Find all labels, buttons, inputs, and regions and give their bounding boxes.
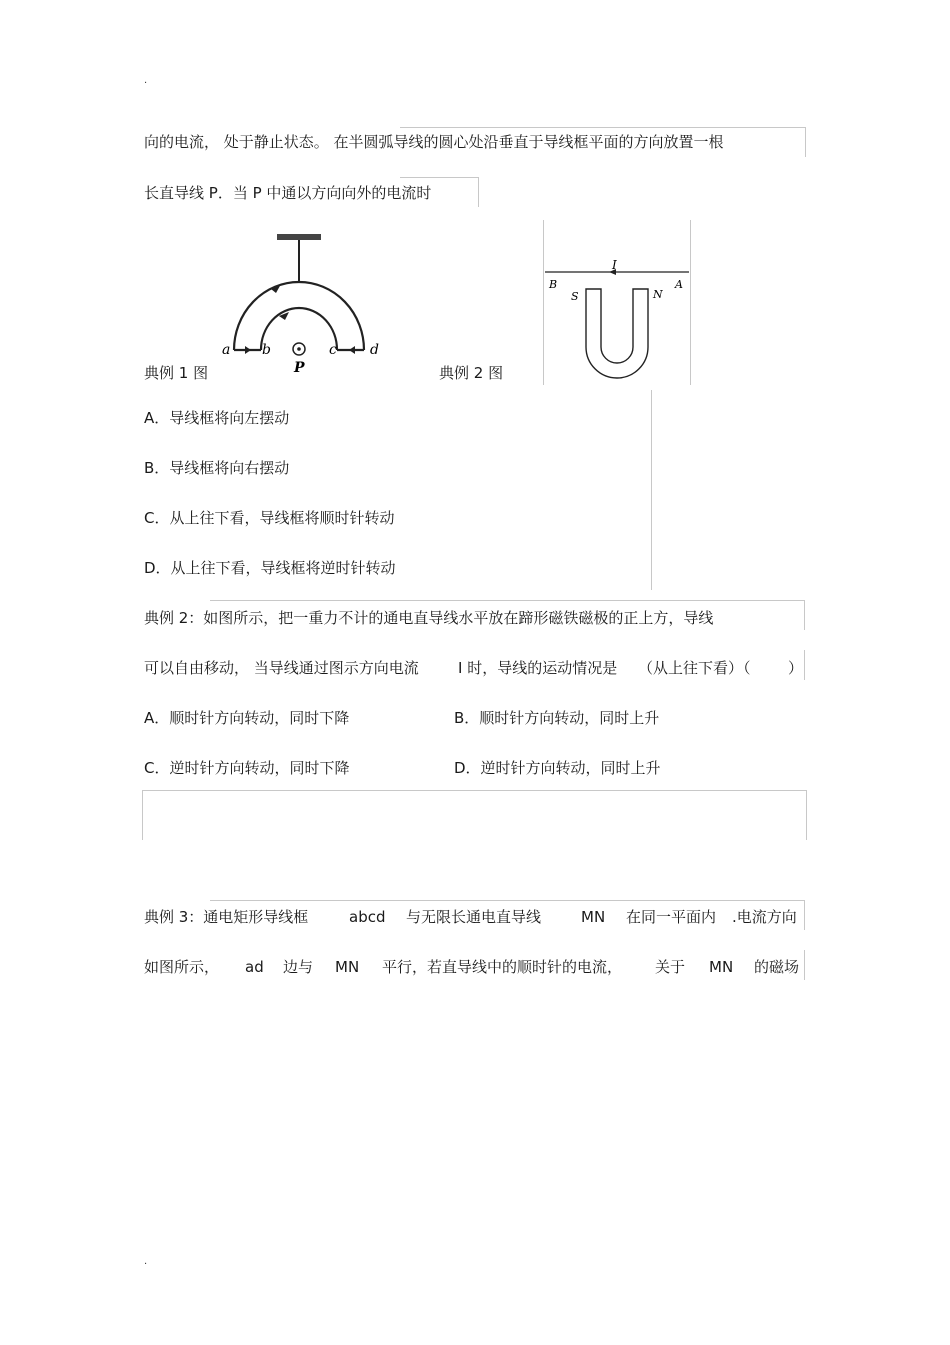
example3-line1-p6: .电流方向 (732, 908, 797, 926)
example1-line1: 向的电流， 处于静止状态。 在半圆弧导线的圆心处沿垂直于导线框平面的方向放置一根 (144, 133, 724, 151)
label-current-i: I (612, 258, 617, 272)
top-dot: . (144, 75, 148, 86)
label-d: d (370, 342, 379, 358)
example3-line2-p6: 关于 (655, 958, 686, 976)
example3-line2-p3: 边与 (283, 958, 314, 976)
example3-line1-p4: MN (581, 908, 606, 926)
example3-line1-p2: abcd (349, 908, 386, 926)
example2-line2-part4: ） (788, 659, 804, 677)
label-b-point: B (549, 278, 558, 291)
figure-2-caption: 典例 2 图 (439, 364, 504, 382)
example1-option-d: D．从上往下看，导线框将逆时针转动 (144, 559, 396, 577)
label-a: a (222, 342, 231, 358)
example3-line2-p7: MN (709, 958, 734, 976)
label-p: P (294, 360, 305, 376)
border-line (142, 790, 143, 840)
example2-line2-part1: 可以自由移动， 当导线通过图示方向电流 (144, 659, 419, 677)
example1-option-b: B．导线框将向右摆动 (144, 459, 290, 477)
example3-line1-p5: 在同一平面内 (626, 908, 717, 926)
example2-option-a: A．顺时针方向转动，同时下降 (144, 709, 350, 727)
bottom-dot: . (144, 1256, 148, 1267)
example3-line2-p5: 平行，若直导线中的顺时针的电流， (382, 958, 623, 976)
border-line (804, 600, 805, 630)
example3-line1-p1: 典例 3：通电矩形导线框 (144, 908, 309, 926)
border-line (210, 600, 804, 601)
example2-line1: 典例 2：如图所示，把一重力不计的通电直导线水平放在蹄形磁铁磁极的正上方，导线 (144, 609, 714, 627)
outer-arc-wire (234, 282, 364, 350)
border-line (804, 650, 805, 680)
label-n-pole: N (653, 288, 663, 301)
border-line (806, 790, 807, 840)
example1-option-a: A．导线框将向左摆动 (144, 409, 290, 427)
border-line (400, 127, 805, 128)
label-s-pole: S (571, 290, 579, 303)
example2-option-d: D．逆时针方向转动，同时上升 (454, 759, 661, 777)
example3-line1-p3: 与无限长通电直导线 (406, 908, 542, 926)
figure-1-caption: 典例 1 图 (144, 364, 209, 382)
example3-line2-p4: MN (335, 958, 360, 976)
right-current-arrow (349, 346, 355, 354)
figure-2-horseshoe-magnet (543, 255, 691, 380)
example3-line2-p2: ad (245, 958, 264, 976)
label-a-point: A (675, 278, 683, 291)
example3-line2-p1: 如图所示， (144, 958, 220, 976)
left-current-arrow (245, 346, 251, 354)
border-line (142, 790, 806, 791)
example1-option-c: C．从上往下看，导线框将顺时针转动 (144, 509, 395, 527)
ceiling-hatch (277, 234, 321, 240)
example2-line2-part3: （从上往下看）（ (638, 659, 751, 677)
label-b: b (262, 342, 271, 358)
border-line (400, 177, 478, 178)
example2-option-c: C．逆时针方向转动，同时下降 (144, 759, 350, 777)
border-line (651, 390, 652, 590)
border-line (804, 900, 805, 930)
magnet-outer (586, 289, 648, 378)
wire-p-dot (297, 347, 301, 351)
example2-line2-part2: I 时，导线的运动情况是 (458, 659, 618, 677)
border-line (804, 950, 805, 980)
example1-line2: 长直导线 P．当 P 中通以方向向外的电流时 (144, 184, 432, 202)
example3-line2-p8: 的磁场 (754, 958, 800, 976)
example2-option-b: B．顺时针方向转动，同时上升 (454, 709, 660, 727)
border-line (210, 900, 804, 901)
figure-1-wire-frame (215, 228, 395, 376)
border-line (805, 127, 806, 157)
border-line (478, 177, 479, 207)
label-c: c (329, 342, 337, 358)
